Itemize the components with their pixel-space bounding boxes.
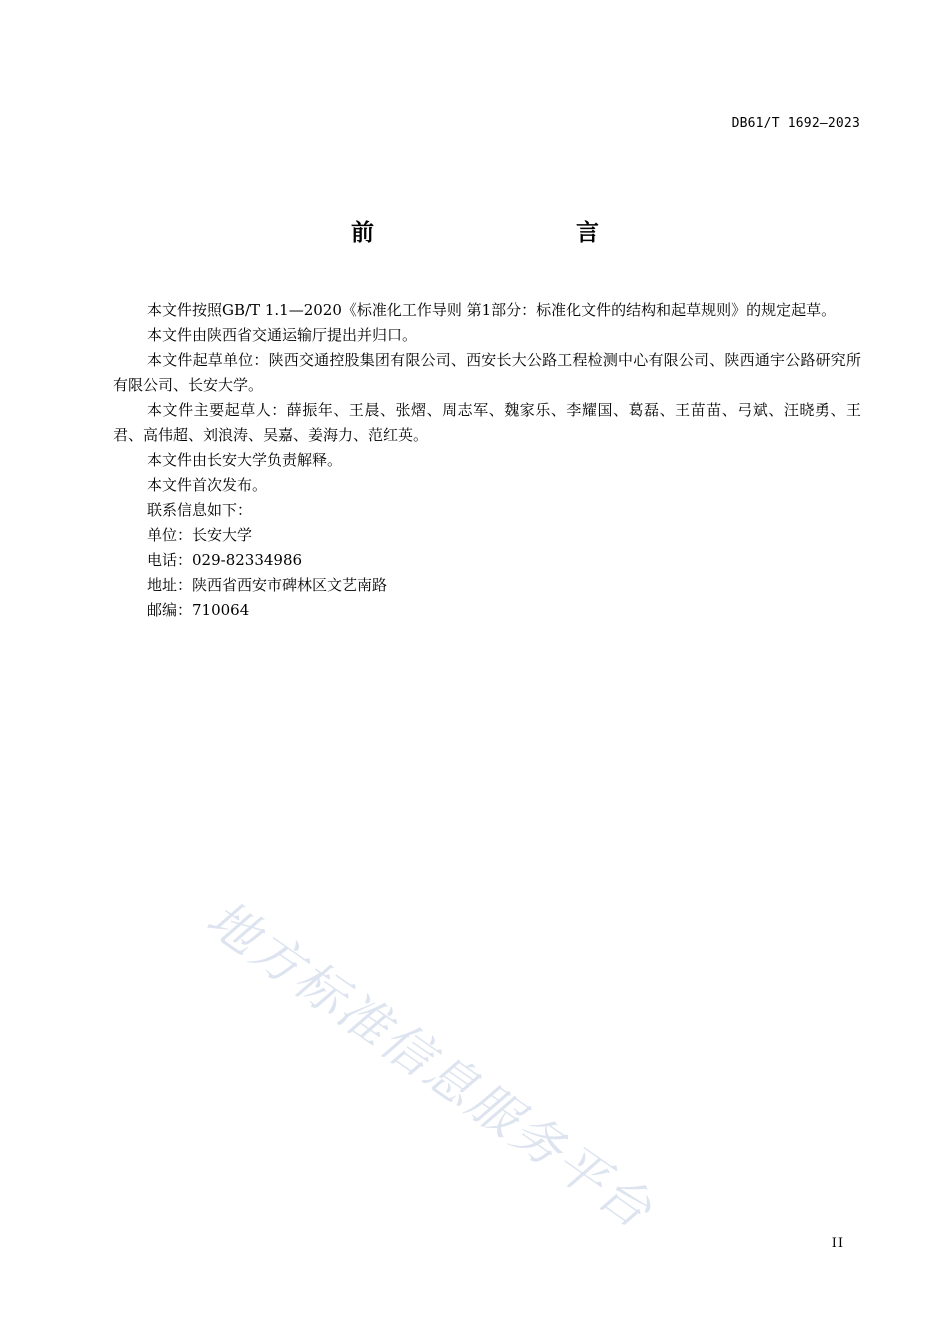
paragraph-drafting-rules: 本文件按照GB/T 1.1—2020《标准化工作导则 第1部分：标准化文件的结构和起草规则》的规定起草。 [147,301,837,319]
paragraph-drafting-units: 本文件起草单位：陕西交通控股集团有限公司、西安长大公路工程检测中心有限公司、陕西通宇公路研究所有限公司、长安大学。 [113,351,861,394]
paragraph-drafters: 本文件主要起草人：薛振年、王晨、张熠、周志军、魏家乐、李耀国、葛磊、王苗苗、弓斌、汪晓勇、王君、高伟超、刘浪涛、吴嘉、姜海力、范红英。 [113,401,861,444]
contact-postcode: 邮编：710064 [147,601,250,619]
section-title-foreword: 前 言 [351,220,651,246]
paragraph-contact-heading: 联系信息如下： [147,501,253,519]
paragraph-proposer: 本文件由陕西省交通运输厅提出并归口。 [147,326,418,344]
contact-unit: 单位：长安大学 [147,526,253,544]
contact-address: 地址：陕西省西安市碑林区文艺南路 [147,576,388,594]
standard-code: DB61/T 1692—2023 [731,116,860,131]
foreword-body [113,298,861,623]
contact-phone: 电话：029-82334986 [147,551,303,569]
page-number: II [831,1236,844,1251]
watermark-text: 地方标准信息服务平台 [196,889,664,1241]
paragraph-first-release: 本文件首次发布。 [147,476,268,494]
paragraph-interpretation: 本文件由长安大学负责解释。 [147,451,343,469]
